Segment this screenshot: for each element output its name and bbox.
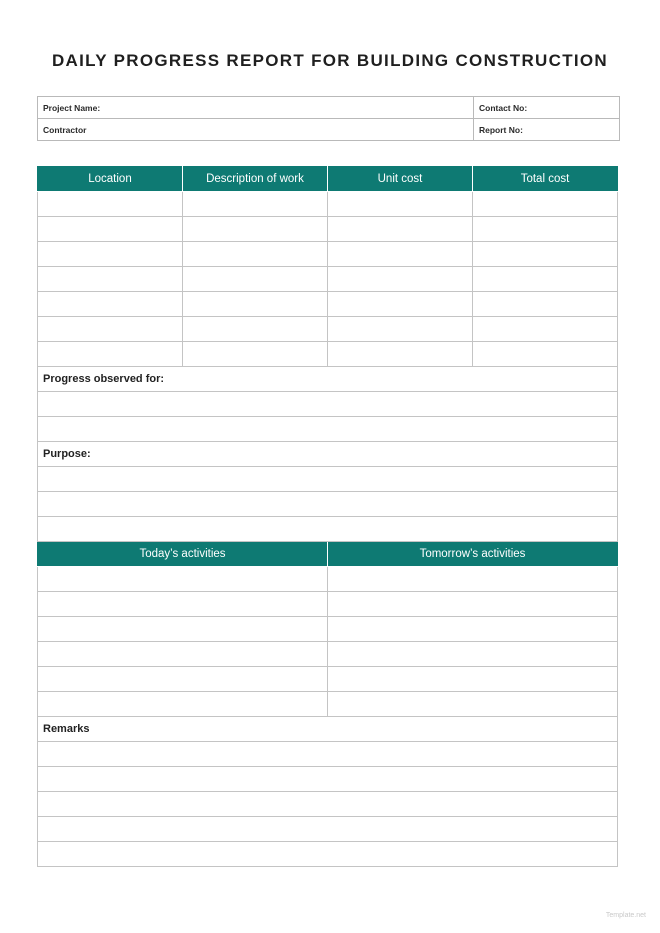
progress-input-line[interactable] bbox=[38, 417, 618, 442]
description-cell[interactable] bbox=[183, 267, 328, 292]
description-cell[interactable] bbox=[183, 217, 328, 242]
purpose-input-line[interactable] bbox=[38, 517, 618, 542]
purpose-input-line[interactable] bbox=[38, 467, 618, 492]
todays-activity-cell[interactable] bbox=[38, 592, 328, 617]
project-name-field[interactable]: Project Name: bbox=[38, 97, 474, 119]
report-grid bbox=[37, 166, 618, 867]
tomorrows-activity-cell[interactable] bbox=[328, 592, 618, 617]
remarks-input-line[interactable] bbox=[38, 792, 618, 817]
work-row bbox=[38, 192, 618, 217]
unit-cost-cell[interactable] bbox=[328, 342, 473, 367]
tomorrows-activity-cell[interactable] bbox=[328, 642, 618, 667]
progress-observed-label: Progress observed for: bbox=[38, 367, 618, 392]
page-title: DAILY PROGRESS REPORT FOR BUILDING CONSTRUCTION bbox=[51, 51, 609, 70]
description-cell[interactable] bbox=[183, 342, 328, 367]
remarks-input-line[interactable] bbox=[38, 842, 618, 867]
unit-cost-cell[interactable] bbox=[328, 267, 473, 292]
remarks-row bbox=[38, 817, 618, 842]
tomorrows-activity-cell[interactable] bbox=[328, 617, 618, 642]
description-header: Description of work bbox=[183, 167, 328, 192]
description-cell[interactable] bbox=[183, 292, 328, 317]
location-cell[interactable] bbox=[38, 217, 183, 242]
unit-cost-cell[interactable] bbox=[328, 192, 473, 217]
purpose-row bbox=[38, 517, 618, 542]
watermark: Template.net bbox=[605, 912, 646, 919]
todays-activity-cell[interactable] bbox=[38, 642, 328, 667]
progress-row bbox=[38, 417, 618, 442]
remarks-input-line[interactable] bbox=[38, 817, 618, 842]
location-cell[interactable] bbox=[38, 342, 183, 367]
total-cost-cell[interactable] bbox=[473, 342, 618, 367]
activities-row bbox=[38, 667, 618, 692]
description-cell[interactable] bbox=[183, 242, 328, 267]
location-cell[interactable] bbox=[38, 242, 183, 267]
contact-no-field[interactable]: Contact No: bbox=[474, 97, 620, 119]
todays-activity-cell[interactable] bbox=[38, 567, 328, 592]
remarks-input-line[interactable] bbox=[38, 767, 618, 792]
progress-input-line[interactable] bbox=[38, 392, 618, 417]
tomorrows-activities-header: Tomorrow’s activities bbox=[328, 542, 618, 567]
remarks-input-line[interactable] bbox=[38, 742, 618, 767]
activities-row bbox=[38, 592, 618, 617]
report-no-field[interactable]: Report No: bbox=[474, 119, 620, 141]
description-cell[interactable] bbox=[183, 192, 328, 217]
project-info-table bbox=[37, 96, 620, 141]
purpose-label: Purpose: bbox=[38, 442, 618, 467]
location-cell[interactable] bbox=[38, 317, 183, 342]
tomorrows-activity-cell[interactable] bbox=[328, 567, 618, 592]
tomorrows-activity-cell[interactable] bbox=[328, 692, 618, 717]
remarks-row bbox=[38, 842, 618, 867]
unit-cost-cell[interactable] bbox=[328, 292, 473, 317]
activities-row bbox=[38, 642, 618, 667]
purpose-input-line[interactable] bbox=[38, 492, 618, 517]
location-cell[interactable] bbox=[38, 192, 183, 217]
unit-cost-cell[interactable] bbox=[328, 242, 473, 267]
remarks-row bbox=[38, 742, 618, 767]
work-row bbox=[38, 292, 618, 317]
total-cost-cell[interactable] bbox=[473, 192, 618, 217]
remarks-row bbox=[38, 792, 618, 817]
progress-row bbox=[38, 392, 618, 417]
location-header: Location bbox=[38, 167, 183, 192]
total-cost-cell[interactable] bbox=[473, 217, 618, 242]
remarks-label: Remarks bbox=[38, 717, 618, 742]
work-row bbox=[38, 217, 618, 242]
total-cost-cell[interactable] bbox=[473, 242, 618, 267]
todays-activities-header: Today’s activities bbox=[38, 542, 328, 567]
work-row bbox=[38, 242, 618, 267]
purpose-row bbox=[38, 492, 618, 517]
purpose-row bbox=[38, 467, 618, 492]
todays-activity-cell[interactable] bbox=[38, 692, 328, 717]
activities-row bbox=[38, 567, 618, 592]
unit-cost-cell[interactable] bbox=[328, 317, 473, 342]
activities-row bbox=[38, 617, 618, 642]
activities-row bbox=[38, 692, 618, 717]
work-row bbox=[38, 267, 618, 292]
purpose-label-row bbox=[38, 442, 618, 467]
tomorrows-activity-cell[interactable] bbox=[328, 667, 618, 692]
total-cost-header: Total cost bbox=[473, 167, 618, 192]
unit-cost-cell[interactable] bbox=[328, 217, 473, 242]
total-cost-cell[interactable] bbox=[473, 317, 618, 342]
todays-activity-cell[interactable] bbox=[38, 617, 328, 642]
remarks-label-row bbox=[38, 717, 618, 742]
work-row bbox=[38, 317, 618, 342]
location-cell[interactable] bbox=[38, 292, 183, 317]
work-row bbox=[38, 342, 618, 367]
work-table-header bbox=[38, 167, 618, 192]
unit-cost-header: Unit cost bbox=[328, 167, 473, 192]
todays-activity-cell[interactable] bbox=[38, 667, 328, 692]
description-cell[interactable] bbox=[183, 317, 328, 342]
total-cost-cell[interactable] bbox=[473, 292, 618, 317]
progress-label-row bbox=[38, 367, 618, 392]
contractor-field[interactable]: Contractor bbox=[38, 119, 474, 141]
location-cell[interactable] bbox=[38, 267, 183, 292]
activities-header bbox=[38, 542, 618, 567]
total-cost-cell[interactable] bbox=[473, 267, 618, 292]
remarks-row bbox=[38, 767, 618, 792]
